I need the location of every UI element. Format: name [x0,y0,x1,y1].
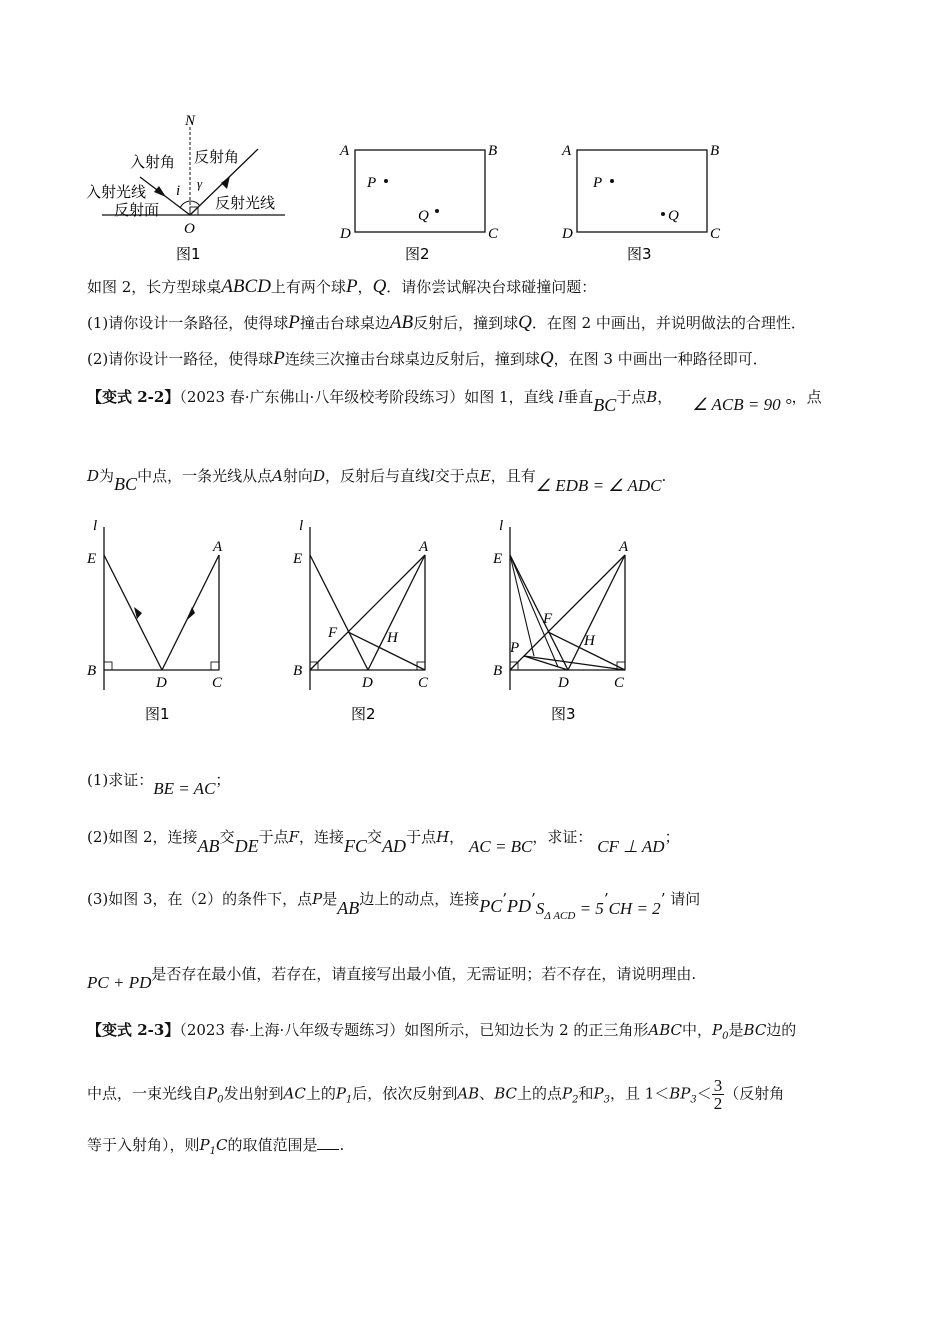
v22-q2: (2)如图 2，连接AB交DE于点F，连接FC交AD于点H， AC = BC，求证： CF ⊥ AD； [87,828,680,856]
v22-q3: (3)如图 3，在（2）的条件下，点P是AB边上的动点，连接$PC’PD’S_{\Delta ACD}$ = 5’CH = 2’ 请问 [87,890,701,922]
caption-fig3: 图3 [627,245,652,263]
label-D: D [362,675,373,691]
figure-v22-1 [82,515,242,730]
label-reflect-angle: 反射角 [194,148,240,166]
label-P: P [593,175,603,191]
label-A: A [213,539,223,555]
variant22-line1: 【变式 2-2】（2023 春·广东佛山·八年级校考阶段练习）如图 1，直线 l垂直BC于点B， ∠ ACB = 90 °，点 [87,388,822,415]
caption-v22-fig3: 图3 [551,705,576,723]
label-Q: Q [418,208,429,224]
segment-AD [368,555,425,670]
label-E: E [87,551,97,567]
caption-fig1: 图1 [176,245,201,263]
label-D: D [156,675,167,691]
variant23-line3: 等于入射角），则$P_1C$的取值范围是 . [87,1136,345,1157]
figure-table-3 [557,135,732,265]
arrow-AD [186,607,195,621]
label-Q: Q [668,208,679,224]
segment-AB [310,555,425,670]
ball-Q [661,212,665,216]
incident-arrow [154,186,166,197]
reflected-arrow [221,176,230,189]
label-B: B [87,663,97,679]
ray-DE [104,555,162,670]
variant22-line2: D为BC中点，一条光线从点A射向D，反射后与直线l交于点E，且有∠ EDB = ∠ ADC. [87,467,667,495]
figure-v22-2 [288,515,448,730]
ball-P [384,179,388,183]
label-D: D [558,675,569,691]
label-incident-angle: 入射角 [130,153,176,171]
label-P: P [510,640,520,656]
label-O: O [184,221,195,237]
caption-fig2: 图2 [405,245,430,263]
ball-P [610,179,614,183]
fraction-3-2: $\frac{3}{2}$ [713,1076,723,1113]
label-F: F [543,611,553,627]
problem1-intro: 如图 2，长方型球桌ABCD上有两个球P，Q．请你尝试解决台球碰撞问题： [87,276,597,297]
label-D: D [562,226,573,242]
label-H: H [584,633,595,649]
problem1-q2: (2)请你设计一路径，使得球P连续三次撞击台球桌边反射后，撞到球Q，在图 3 中画出一种路径即可． [87,348,768,369]
label-C: C [212,675,223,691]
right-angle-C [211,662,219,670]
label-H: H [387,630,398,646]
ball-Q [435,209,439,213]
label-C: C [614,675,625,691]
variant23-line1: 【变式 2-3】（2023 春·上海·八年级专题练习）如图所示，已知边长为 2 的正三角形ABC中，$P_0$是BC边的 [87,1021,797,1042]
v22-q1: (1)求证：BE = AC； [87,771,231,798]
figure-reflection [80,105,300,265]
segment-AB [510,555,625,670]
segment-DE [310,555,368,670]
label-B: B [710,143,720,159]
label-E: E [293,551,303,567]
figure-v22-3 [488,515,648,730]
variant23-line2: 中点，一束光线自$P_0$发出射到AC上的$P_1$后，依次反射到AB、BC上的点$P_2$和$P_3$，且 $1<BP_3<$ $\frac{3}{2}$ （反射角 [87,1076,785,1113]
v22-q3-line2: PC + PD是否存在最小值，若存在，请直接写出最小值，无需证明；若不存在，请说明理由. [87,965,697,992]
label-reflect-ray: 反射光线 [215,194,276,212]
label-A: A [419,539,429,555]
label-l: l [93,518,98,534]
variant23-tag: 【变式 2-3】 [87,1021,180,1039]
label-reflect-surface: 反射面 [114,201,160,219]
label-B: B [493,663,503,679]
label-E: E [493,551,503,567]
caption-v22-fig1: 图1 [145,705,170,723]
label-B: B [293,663,303,679]
label-i: i [176,183,181,199]
variant22-tag: 【变式 2-2】 [87,388,180,406]
label-gamma: γ [197,176,203,191]
label-A: A [619,539,629,555]
right-angle-B [104,662,112,670]
figure-table-2 [335,135,510,265]
segment-AD [568,555,625,670]
label-l: l [499,518,504,534]
label-incident-ray: 入射光线 [86,183,147,201]
label-C: C [710,226,721,242]
table-rect [577,150,707,232]
answer-blank[interactable] [317,1135,339,1150]
label-A: A [340,143,350,159]
label-C: C [488,226,499,242]
label-A: A [562,143,572,159]
label-B: B [488,143,498,159]
label-C: C [418,675,429,691]
caption-v22-fig2: 图2 [351,705,376,723]
label-F: F [328,625,338,641]
label-D: D [340,226,351,242]
label-P: P [367,175,377,191]
label-N: N [185,113,196,129]
label-l: l [299,518,304,534]
problem1-q1: (1)请你设计一条路径，使得球P撞击台球桌边AB反射后，撞到球Q．在图 2 中画出，并说明做法的合理性． [87,312,806,333]
